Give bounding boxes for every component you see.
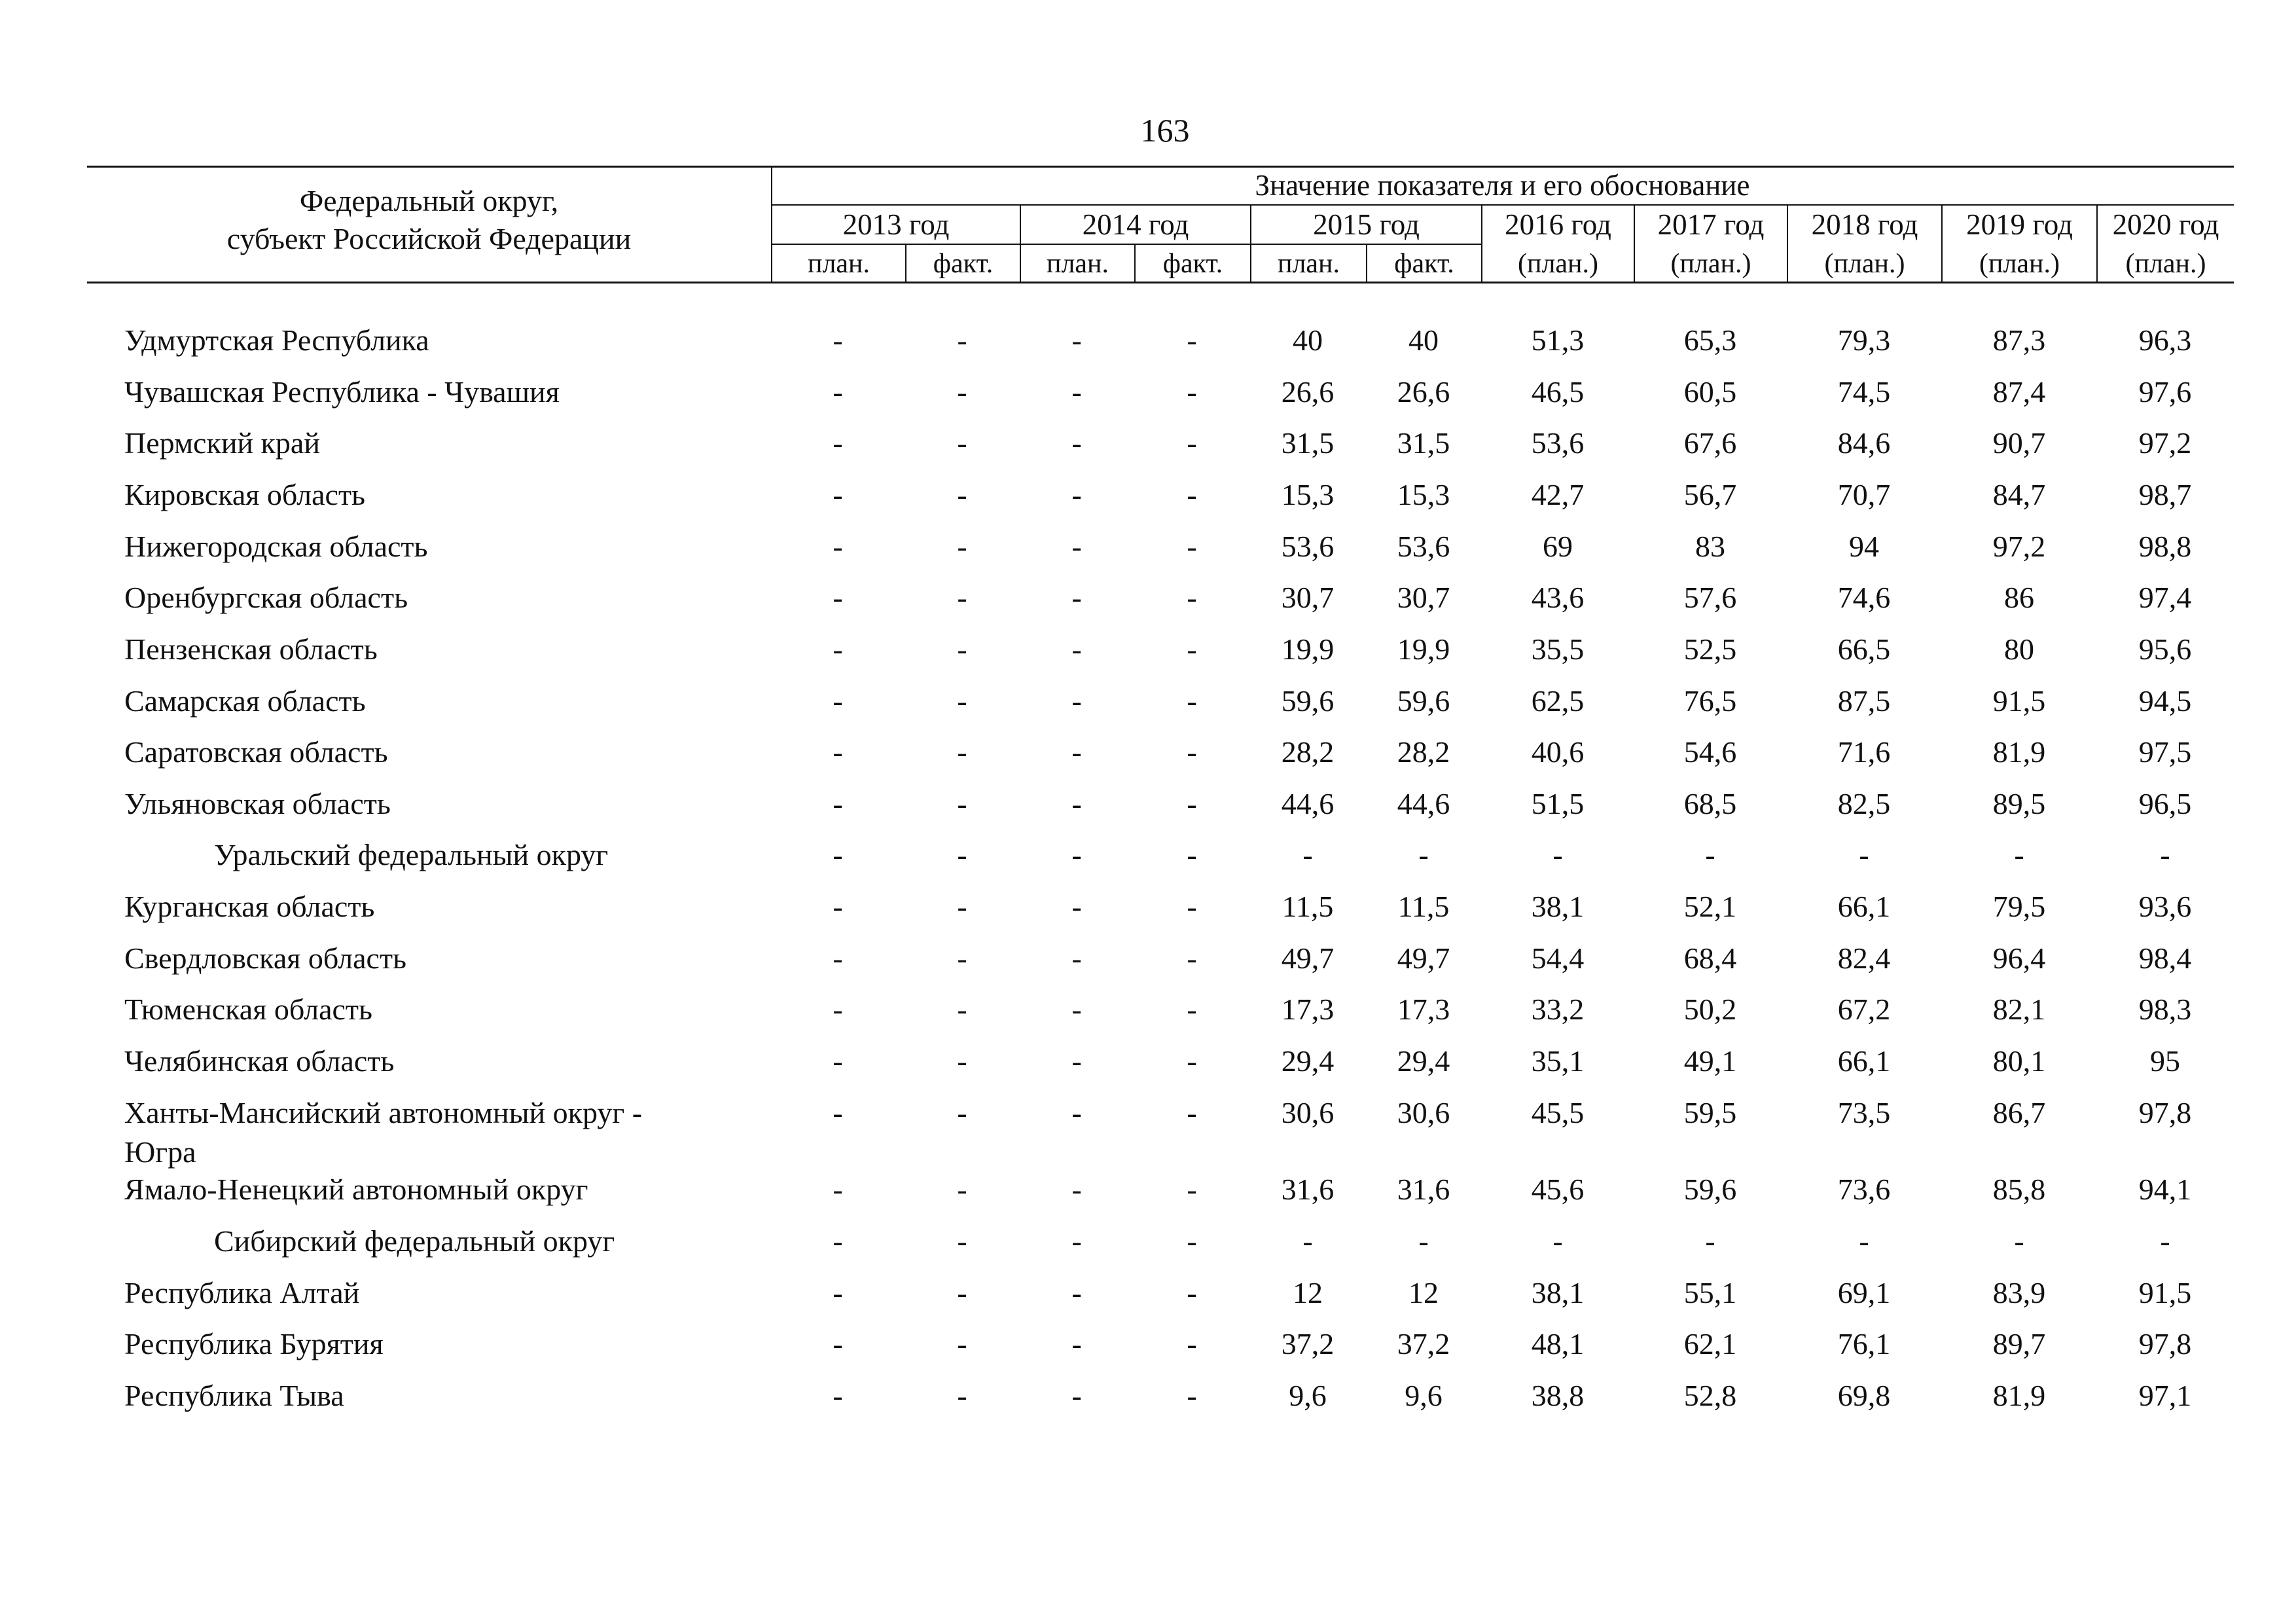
value-cell: 91,5 <box>1992 684 2046 718</box>
value-cell: - <box>957 787 967 820</box>
value-cell: - <box>1071 787 1082 820</box>
value-cell: - <box>1187 375 1197 409</box>
value-cell: - <box>833 478 843 511</box>
value-cell: 87,5 <box>1837 684 1891 718</box>
value-cell: 31,5 <box>1397 426 1450 460</box>
value-cell: 28,2 <box>1281 735 1335 769</box>
value-cell: 52,1 <box>1683 890 1737 923</box>
value-cell: - <box>833 941 843 975</box>
value-cell: 67,6 <box>1683 426 1737 460</box>
value-cell: - <box>1187 941 1197 975</box>
value-cell: 52,8 <box>1683 1379 1737 1412</box>
value-cell: 53,6 <box>1397 530 1450 563</box>
plan-heading: план. <box>1046 249 1109 279</box>
value-cell: - <box>1071 581 1082 614</box>
value-cell: 97,8 <box>2138 1327 2192 1360</box>
value-cell: - <box>1187 632 1197 666</box>
year-heading: 2015 год <box>1313 208 1420 241</box>
value-cell: 38,1 <box>1531 1276 1585 1309</box>
value-cell: 93,6 <box>2138 890 2192 923</box>
value-cell: 11,5 <box>1282 890 1334 923</box>
value-cell: 97,6 <box>2138 375 2192 409</box>
value-cell: - <box>1071 375 1082 409</box>
value-cell: - <box>833 1096 843 1129</box>
value-cell: 69,1 <box>1837 1276 1891 1309</box>
value-cell: 65,3 <box>1683 323 1737 357</box>
value-cell: 55,1 <box>1683 1276 1737 1309</box>
value-cell: - <box>957 1044 967 1078</box>
value-cell: 17,3 <box>1281 993 1335 1026</box>
value-cell: - <box>1187 838 1197 871</box>
value-cell: - <box>1187 530 1197 563</box>
region-name: Челябинская область <box>124 1044 395 1078</box>
value-cell: - <box>1071 684 1082 718</box>
year-heading: 2014 год <box>1082 208 1189 241</box>
value-cell: 87,4 <box>1992 375 2046 409</box>
value-cell: - <box>1071 993 1082 1026</box>
region-name: Оренбургская область <box>124 581 408 614</box>
value-cell: - <box>957 838 967 871</box>
value-cell: 11,5 <box>1397 890 1450 923</box>
region-name: Ямало-Ненецкий автономный округ <box>124 1173 588 1206</box>
value-cell: 87,3 <box>1992 323 2046 357</box>
value-cell: 73,6 <box>1837 1173 1891 1206</box>
value-cell: 30,7 <box>1281 581 1335 614</box>
region-name: Ханты-Мансийский автономный округ - <box>124 1096 643 1129</box>
value-cell: 19,9 <box>1397 632 1450 666</box>
value-cell: 73,5 <box>1837 1096 1891 1129</box>
value-cell: 26,6 <box>1397 375 1450 409</box>
value-cell: 74,5 <box>1837 375 1891 409</box>
value-cell: - <box>1071 632 1082 666</box>
value-cell: 12 <box>1293 1276 1323 1309</box>
value-cell: - <box>2014 838 2024 871</box>
value-cell: - <box>833 1379 843 1412</box>
value-cell: - <box>957 1379 967 1412</box>
value-cell: 29,4 <box>1397 1044 1450 1078</box>
value-cell: 82,5 <box>1837 787 1891 820</box>
region-name: Республика Алтай <box>124 1276 360 1309</box>
value-cell: 59,6 <box>1281 684 1335 718</box>
value-cell: - <box>1071 890 1082 923</box>
value-cell: - <box>957 1224 967 1258</box>
value-cell: - <box>1071 1044 1082 1078</box>
value-cell: 67,2 <box>1837 993 1891 1026</box>
value-cell: 45,5 <box>1531 1096 1585 1129</box>
value-cell: 97,8 <box>2138 1096 2192 1129</box>
value-cell: 84,7 <box>1992 478 2046 511</box>
value-cell: 60,5 <box>1683 375 1737 409</box>
value-cell: - <box>957 530 967 563</box>
value-cell: 97,4 <box>2138 581 2192 614</box>
value-cell: 51,5 <box>1531 787 1585 820</box>
plan-heading: (план.) <box>1824 249 1905 279</box>
value-cell: 42,7 <box>1531 478 1585 511</box>
value-cell: 91,5 <box>2138 1276 2192 1309</box>
plan-heading: (план.) <box>2125 249 2206 279</box>
fact-heading: факт. <box>933 249 994 279</box>
value-cell: - <box>957 1327 967 1360</box>
region-name: Республика Бурятия <box>124 1327 384 1360</box>
year-heading: 2019 год <box>1966 208 2073 241</box>
value-cell: - <box>957 735 967 769</box>
value-cell: 80,1 <box>1992 1044 2046 1078</box>
value-cell: 98,7 <box>2138 478 2192 511</box>
value-cell: 48,1 <box>1531 1327 1585 1360</box>
value-cell: 66,5 <box>1837 632 1891 666</box>
value-cell: 31,6 <box>1281 1173 1335 1206</box>
value-cell: 74,6 <box>1837 581 1891 614</box>
value-cell: - <box>1071 1096 1082 1129</box>
value-cell: 81,9 <box>1992 735 2046 769</box>
value-cell: 94 <box>1849 530 1879 563</box>
region-name: Тюменская область <box>124 993 372 1026</box>
header-rule <box>771 244 1481 245</box>
value-cell: 49,7 <box>1281 941 1335 975</box>
value-cell: 54,6 <box>1683 735 1737 769</box>
plan-heading: (план.) <box>1670 249 1751 279</box>
value-cell: - <box>1187 478 1197 511</box>
value-cell: 17,3 <box>1397 993 1450 1026</box>
value-cell: 68,5 <box>1683 787 1737 820</box>
fact-heading: факт. <box>1394 249 1454 279</box>
value-cell: - <box>1187 684 1197 718</box>
value-cell: - <box>833 426 843 460</box>
value-cell: - <box>833 530 843 563</box>
value-cell: 96,5 <box>2138 787 2192 820</box>
value-cell: - <box>957 581 967 614</box>
value-cell: - <box>1187 1327 1197 1360</box>
value-cell: - <box>2160 838 2170 871</box>
value-cell: - <box>1302 838 1313 871</box>
value-cell: - <box>1187 1044 1197 1078</box>
value-cell: 97,5 <box>2138 735 2192 769</box>
value-cell: 89,7 <box>1992 1327 2046 1360</box>
value-cell: - <box>833 375 843 409</box>
value-cell: 69 <box>1543 530 1573 563</box>
value-cell: 95 <box>2150 1044 2180 1078</box>
value-cell: 46,5 <box>1531 375 1585 409</box>
value-cell: - <box>1071 1173 1082 1206</box>
value-cell: 98,4 <box>2138 941 2192 975</box>
value-cell: - <box>1302 1224 1313 1258</box>
value-cell: 98,8 <box>2138 530 2192 563</box>
fact-heading: факт. <box>1162 249 1223 279</box>
value-cell: - <box>957 684 967 718</box>
value-cell: 98,3 <box>2138 993 2192 1026</box>
value-cell: 49,7 <box>1397 941 1450 975</box>
value-cell: 45,6 <box>1531 1173 1585 1206</box>
value-cell: 96,4 <box>1992 941 2046 975</box>
region-name: Уральский федеральный округ <box>214 838 609 871</box>
year-heading: 2020 год <box>2112 208 2219 241</box>
value-cell: 29,4 <box>1281 1044 1335 1078</box>
value-cell: 97,1 <box>2138 1379 2192 1412</box>
value-cell: - <box>1071 1327 1082 1360</box>
region-name-continued: Югра <box>124 1135 196 1169</box>
value-cell: - <box>1187 1173 1197 1206</box>
value-cell: 38,1 <box>1531 890 1585 923</box>
plan-heading: план. <box>1277 249 1340 279</box>
region-name: Республика Тыва <box>124 1379 344 1412</box>
value-cell: - <box>833 684 843 718</box>
value-cell: - <box>957 1096 967 1129</box>
value-cell: 30,6 <box>1281 1096 1335 1129</box>
value-cell: - <box>957 1173 967 1206</box>
value-cell: 89,5 <box>1992 787 2046 820</box>
value-cell: 76,5 <box>1683 684 1737 718</box>
value-cell: - <box>1071 1276 1082 1309</box>
value-cell: 56,7 <box>1683 478 1737 511</box>
value-cell: 53,6 <box>1531 426 1585 460</box>
region-name: Пермский край <box>124 426 320 460</box>
value-cell: 35,5 <box>1531 632 1585 666</box>
value-cell: 44,6 <box>1281 787 1335 820</box>
value-cell: 43,6 <box>1531 581 1585 614</box>
value-cell: - <box>1071 838 1082 871</box>
region-heading-line2: субъект Российской Федерации <box>226 222 632 255</box>
value-cell: - <box>833 993 843 1026</box>
value-cell: - <box>957 426 967 460</box>
value-cell: 97,2 <box>2138 426 2192 460</box>
value-cell: 37,2 <box>1397 1327 1450 1360</box>
value-cell: 9,6 <box>1405 1379 1443 1412</box>
value-cell: - <box>1071 426 1082 460</box>
value-cell: 70,7 <box>1837 478 1891 511</box>
value-cell: 37,2 <box>1281 1327 1335 1360</box>
value-cell: 86 <box>2004 581 2034 614</box>
value-cell: 96,3 <box>2138 323 2192 357</box>
value-cell: - <box>833 787 843 820</box>
value-cell: 50,2 <box>1683 993 1737 1026</box>
value-cell: 52,5 <box>1683 632 1737 666</box>
value-cell: 40,6 <box>1531 735 1585 769</box>
value-cell: 57,6 <box>1683 581 1737 614</box>
plan-heading: (план.) <box>1979 249 2060 279</box>
value-cell: 82,1 <box>1992 993 2046 1026</box>
value-cell: 62,5 <box>1531 684 1585 718</box>
value-cell: - <box>1187 787 1197 820</box>
region-name: Кировская область <box>124 478 366 511</box>
value-cell: - <box>833 890 843 923</box>
value-cell: - <box>1187 1096 1197 1129</box>
value-cell: - <box>1418 838 1429 871</box>
value-cell: - <box>1187 1276 1197 1309</box>
value-cell: 28,2 <box>1397 735 1450 769</box>
value-cell: - <box>1071 478 1082 511</box>
value-cell: - <box>957 941 967 975</box>
value-cell: - <box>1071 1379 1082 1412</box>
value-cell: - <box>833 735 843 769</box>
region-heading-line1: Федеральный округ, <box>299 184 559 217</box>
value-cell: 30,6 <box>1397 1096 1450 1129</box>
value-cell: - <box>833 632 843 666</box>
value-cell: 12 <box>1408 1276 1439 1309</box>
value-cell: 30,7 <box>1397 581 1450 614</box>
header-top-rule <box>87 166 2234 168</box>
value-cell: 54,4 <box>1531 941 1585 975</box>
value-cell: - <box>1705 1224 1715 1258</box>
region-name: Самарская область <box>124 684 366 718</box>
value-cell: - <box>1187 890 1197 923</box>
value-cell: 51,3 <box>1531 323 1585 357</box>
group-title: Значение показателя и его обоснование <box>1255 169 1750 202</box>
value-cell: 38,8 <box>1531 1379 1585 1412</box>
value-cell: 79,3 <box>1837 323 1891 357</box>
value-cell: 66,1 <box>1837 890 1891 923</box>
region-name: Свердловская область <box>124 941 407 975</box>
header-rule <box>771 204 2234 206</box>
plan-heading: (план.) <box>1517 249 1599 279</box>
value-cell: - <box>1071 941 1082 975</box>
header-bottom-rule <box>87 282 2234 283</box>
value-cell: 90,7 <box>1992 426 2046 460</box>
value-cell: 94,5 <box>2138 684 2192 718</box>
value-cell: 40 <box>1293 323 1323 357</box>
value-cell: 19,9 <box>1281 632 1335 666</box>
value-cell: - <box>1552 838 1563 871</box>
value-cell: 35,1 <box>1531 1044 1585 1078</box>
value-cell: 15,3 <box>1281 478 1335 511</box>
value-cell: - <box>1071 323 1082 357</box>
year-heading: 2018 год <box>1811 208 1918 241</box>
value-cell: - <box>2160 1224 2170 1258</box>
value-cell: 82,4 <box>1837 941 1891 975</box>
value-cell: - <box>833 838 843 871</box>
value-cell: 69,8 <box>1837 1379 1891 1412</box>
value-cell: 15,3 <box>1397 478 1450 511</box>
value-cell: - <box>1187 1224 1197 1258</box>
value-cell: - <box>833 1276 843 1309</box>
value-cell: - <box>1071 530 1082 563</box>
value-cell: 53,6 <box>1281 530 1335 563</box>
value-cell: 62,1 <box>1683 1327 1737 1360</box>
value-cell: - <box>957 375 967 409</box>
year-heading: 2017 год <box>1657 208 1765 241</box>
year-heading: 2016 год <box>1505 208 1611 241</box>
value-cell: - <box>1418 1224 1429 1258</box>
value-cell: - <box>1187 581 1197 614</box>
value-cell: - <box>833 323 843 357</box>
value-cell: 68,4 <box>1683 941 1737 975</box>
value-cell: 86,7 <box>1992 1096 2046 1129</box>
value-cell: 95,6 <box>2138 632 2192 666</box>
value-cell: - <box>1705 838 1715 871</box>
value-cell: 33,2 <box>1531 993 1585 1026</box>
region-name: Удмуртская Республика <box>124 323 429 357</box>
value-cell: - <box>833 1044 843 1078</box>
value-cell: - <box>1187 735 1197 769</box>
value-cell: 71,6 <box>1837 735 1891 769</box>
region-name: Курганская область <box>124 890 375 923</box>
value-cell: - <box>957 1276 967 1309</box>
value-cell: - <box>833 581 843 614</box>
value-cell: 9,6 <box>1289 1379 1327 1412</box>
region-name: Ульяновская область <box>124 787 391 820</box>
region-name: Нижегородская область <box>124 530 428 563</box>
value-cell: 85,8 <box>1992 1173 2046 1206</box>
value-cell: 31,5 <box>1281 426 1335 460</box>
value-cell: 44,6 <box>1397 787 1450 820</box>
value-cell: 76,1 <box>1837 1327 1891 1360</box>
value-cell: 26,6 <box>1281 375 1335 409</box>
value-cell: - <box>1187 993 1197 1026</box>
value-cell: - <box>1071 735 1082 769</box>
value-cell: - <box>957 993 967 1026</box>
value-cell: - <box>957 478 967 511</box>
value-cell: - <box>833 1173 843 1206</box>
value-cell: 49,1 <box>1683 1044 1737 1078</box>
value-cell: 83,9 <box>1992 1276 2046 1309</box>
value-cell: - <box>2014 1224 2024 1258</box>
value-cell: 59,6 <box>1683 1173 1737 1206</box>
value-cell: 66,1 <box>1837 1044 1891 1078</box>
region-name: Пензенская область <box>124 632 378 666</box>
value-cell: - <box>957 890 967 923</box>
value-cell: 84,6 <box>1837 426 1891 460</box>
value-cell: 59,6 <box>1397 684 1450 718</box>
value-cell: 40 <box>1408 323 1439 357</box>
region-name: Чувашская Республика - Чувашия <box>124 375 560 409</box>
value-cell: - <box>1187 323 1197 357</box>
value-cell: 79,5 <box>1992 890 2046 923</box>
value-cell: 94,1 <box>2138 1173 2192 1206</box>
region-column-heading <box>87 182 771 258</box>
value-cell: 59,5 <box>1683 1096 1737 1129</box>
value-cell: 80 <box>2004 632 2034 666</box>
plan-heading: план. <box>807 249 870 279</box>
value-cell: 83 <box>1695 530 1725 563</box>
value-cell: - <box>833 1224 843 1258</box>
year-heading: 2013 год <box>842 208 950 241</box>
region-name: Сибирский федеральный округ <box>214 1224 615 1258</box>
value-cell: - <box>957 323 967 357</box>
value-cell: 97,2 <box>1992 530 2046 563</box>
value-cell: - <box>1071 1224 1082 1258</box>
page-number: 163 <box>1140 112 1190 149</box>
value-cell: - <box>1187 426 1197 460</box>
value-cell: - <box>1859 1224 1869 1258</box>
value-cell: - <box>1187 1379 1197 1412</box>
value-cell: - <box>1552 1224 1563 1258</box>
value-cell: - <box>957 632 967 666</box>
value-cell: - <box>833 1327 843 1360</box>
region-name: Саратовская область <box>124 735 388 769</box>
value-cell: 81,9 <box>1992 1379 2046 1412</box>
value-cell: 31,6 <box>1397 1173 1450 1206</box>
value-cell: - <box>1859 838 1869 871</box>
